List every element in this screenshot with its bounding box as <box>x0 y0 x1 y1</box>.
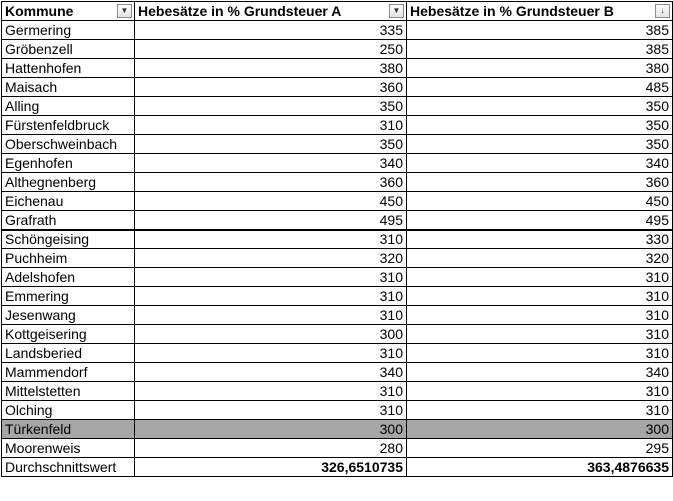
cell-grundsteuer-b[interactable]: 350 <box>407 116 673 135</box>
cell-kommune[interactable]: Mammendorf <box>2 363 135 382</box>
filter-dropdown-icon[interactable]: ▼ <box>117 4 132 18</box>
cell-grundsteuer-b[interactable]: 485 <box>407 78 673 97</box>
cell-kommune[interactable]: Jesenwang <box>2 306 135 325</box>
table-row <box>2 135 673 154</box>
cell-grundsteuer-b[interactable]: 310 <box>407 382 673 401</box>
filter-dropdown-icon[interactable]: ▼ <box>389 4 404 18</box>
cell-kommune[interactable]: Adelshofen <box>2 268 135 287</box>
cell-kommune[interactable]: Gröbenzell <box>2 40 135 59</box>
table-row <box>2 211 673 230</box>
table-row <box>2 363 673 382</box>
table-row <box>2 401 673 420</box>
cell-grundsteuer-a[interactable]: 340 <box>135 363 407 382</box>
cell-grundsteuer-a[interactable]: 280 <box>135 439 407 458</box>
sort-descending-filter-icon[interactable]: ↓ <box>655 4 670 18</box>
table-row <box>2 192 673 211</box>
cell-grundsteuer-a[interactable]: 360 <box>135 78 407 97</box>
header-kommune[interactable] <box>2 2 135 21</box>
cell-grundsteuer-b[interactable]: 385 <box>407 40 673 59</box>
cell-grundsteuer-a[interactable]: 320 <box>135 249 407 268</box>
table-row <box>2 78 673 97</box>
cell-grundsteuer-a[interactable]: 380 <box>135 59 407 78</box>
header-grundsteuer-b-label: Hebesätze in % Grundsteuer B <box>410 3 614 19</box>
cell-grundsteuer-b[interactable]: 340 <box>407 363 673 382</box>
cell-kommune[interactable]: Schöngeising <box>2 230 135 249</box>
cell-kommune[interactable]: Landsberied <box>2 344 135 363</box>
cell-grundsteuer-a[interactable]: 335 <box>135 21 407 40</box>
cell-grundsteuer-b[interactable]: 310 <box>407 401 673 420</box>
cell-grundsteuer-a[interactable]: 360 <box>135 173 407 192</box>
cell-kommune[interactable]: Eichenau <box>2 192 135 211</box>
cell-grundsteuer-b[interactable]: 340 <box>407 154 673 173</box>
cell-grundsteuer-a[interactable]: 340 <box>135 154 407 173</box>
cell-grundsteuer-b[interactable]: 300 <box>407 420 673 439</box>
cell-kommune[interactable]: Fürstenfeldbruck <box>2 116 135 135</box>
table-row <box>2 97 673 116</box>
cell-total-label[interactable]: Durchschnittswert <box>2 458 135 477</box>
cell-grundsteuer-b[interactable]: 310 <box>407 287 673 306</box>
cell-kommune[interactable]: Germering <box>2 21 135 40</box>
table-row <box>2 21 673 40</box>
cell-kommune[interactable]: Türkenfeld <box>2 420 135 439</box>
cell-kommune[interactable]: Mittelstetten <box>2 382 135 401</box>
cell-grundsteuer-b[interactable]: 385 <box>407 21 673 40</box>
header-grundsteuer-b[interactable] <box>407 2 673 21</box>
table-row <box>2 268 673 287</box>
cell-grundsteuer-b[interactable]: 495 <box>407 211 673 230</box>
total-row <box>2 458 673 477</box>
cell-kommune[interactable]: Alling <box>2 97 135 116</box>
table-row <box>2 59 673 78</box>
cell-kommune[interactable]: Maisach <box>2 78 135 97</box>
table-row <box>2 382 673 401</box>
cell-grundsteuer-a[interactable]: 310 <box>135 306 407 325</box>
cell-grundsteuer-b[interactable]: 360 <box>407 173 673 192</box>
hebesaetze-table <box>1 1 673 477</box>
cell-kommune[interactable]: Hattenhofen <box>2 59 135 78</box>
table-row <box>2 40 673 59</box>
cell-grundsteuer-a[interactable]: 350 <box>135 135 407 154</box>
cell-grundsteuer-b[interactable]: 295 <box>407 439 673 458</box>
header-grundsteuer-a-label: Hebesätze in % Grundsteuer A <box>138 3 342 19</box>
table-row <box>2 154 673 173</box>
table-row <box>2 173 673 192</box>
cell-kommune[interactable]: Grafrath <box>2 211 135 230</box>
cell-grundsteuer-a[interactable]: 250 <box>135 40 407 59</box>
cell-grundsteuer-b[interactable]: 350 <box>407 135 673 154</box>
cell-kommune[interactable]: Egenhofen <box>2 154 135 173</box>
table-row <box>2 420 673 439</box>
cell-kommune[interactable]: Puchheim <box>2 249 135 268</box>
cell-grundsteuer-b[interactable]: 380 <box>407 59 673 78</box>
cell-grundsteuer-a[interactable]: 300 <box>135 325 407 344</box>
cell-kommune[interactable]: Olching <box>2 401 135 420</box>
header-row <box>2 2 673 21</box>
cell-grundsteuer-a[interactable]: 310 <box>135 116 407 135</box>
table-row <box>2 287 673 306</box>
cell-grundsteuer-b[interactable]: 310 <box>407 306 673 325</box>
header-kommune-label: Kommune <box>5 3 74 19</box>
table-row <box>2 344 673 363</box>
cell-grundsteuer-a[interactable]: 310 <box>135 268 407 287</box>
cell-kommune[interactable]: Emmering <box>2 287 135 306</box>
table-row <box>2 306 673 325</box>
table-row <box>2 325 673 344</box>
cell-grundsteuer-a[interactable]: 450 <box>135 192 407 211</box>
table-row <box>2 249 673 268</box>
cell-grundsteuer-a[interactable]: 350 <box>135 97 407 116</box>
header-grundsteuer-a[interactable] <box>135 2 407 21</box>
cell-grundsteuer-b[interactable]: 310 <box>407 344 673 363</box>
cell-kommune[interactable]: Kottgeisering <box>2 325 135 344</box>
cell-grundsteuer-a[interactable]: 310 <box>135 230 407 249</box>
cell-kommune[interactable]: Althegnenberg <box>2 173 135 192</box>
table-body <box>2 21 673 477</box>
table-row <box>2 230 673 249</box>
table-row <box>2 116 673 135</box>
cell-kommune[interactable]: Moorenweis <box>2 439 135 458</box>
cell-grundsteuer-b[interactable]: 310 <box>407 325 673 344</box>
table-row <box>2 439 673 458</box>
cell-grundsteuer-b[interactable]: 320 <box>407 249 673 268</box>
cell-grundsteuer-a[interactable]: 300 <box>135 420 407 439</box>
cell-grundsteuer-b[interactable]: 450 <box>407 192 673 211</box>
cell-total-b[interactable]: 363,4876635 <box>407 458 673 477</box>
cell-grundsteuer-a[interactable]: 310 <box>135 287 407 306</box>
cell-grundsteuer-a[interactable]: 310 <box>135 344 407 363</box>
cell-grundsteuer-b[interactable]: 310 <box>407 268 673 287</box>
cell-grundsteuer-a[interactable]: 310 <box>135 401 407 420</box>
cell-kommune[interactable]: Oberschweinbach <box>2 135 135 154</box>
cell-total-a[interactable]: 326,6510735 <box>135 458 407 477</box>
cell-grundsteuer-a[interactable]: 495 <box>135 211 407 230</box>
cell-grundsteuer-a[interactable]: 310 <box>135 382 407 401</box>
cell-grundsteuer-b[interactable]: 330 <box>407 230 673 249</box>
cell-grundsteuer-b[interactable]: 350 <box>407 97 673 116</box>
